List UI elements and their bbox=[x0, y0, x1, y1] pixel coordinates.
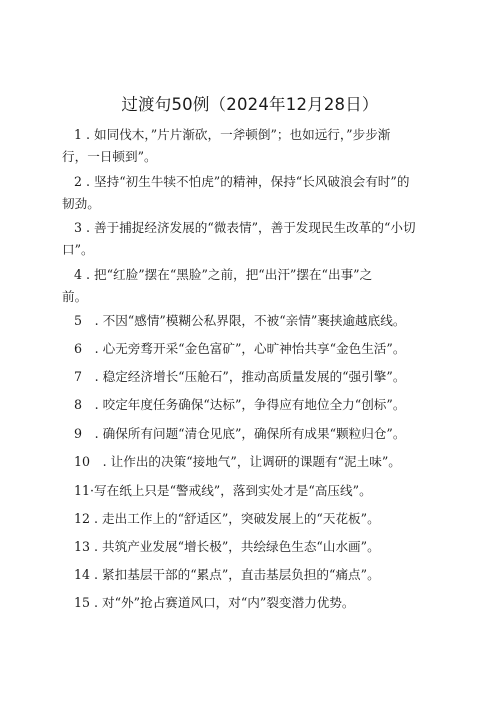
list-item bbox=[62, 124, 452, 168]
list-item bbox=[74, 564, 452, 586]
item-line: 6 . 心无旁骛开采“金色富矿”，心旷神怡共享“金色生活”。 bbox=[74, 341, 406, 356]
item-line-continued: 行，一日顿到”。 bbox=[62, 149, 157, 164]
item-line: 8 . 咬定年度任务确保“达标”，争得应有地位全力“创标”。 bbox=[74, 397, 406, 412]
item-line: 15 . 对“外”抢占赛道风口，对“内”裂变潜力优势。 bbox=[74, 595, 355, 610]
item-line: 14 . 紧扣基层干部的“累点”，直击基层负担的“痛点”。 bbox=[74, 567, 380, 582]
list-item bbox=[74, 508, 452, 530]
item-line: 4 . 把“红脸”摆在“黑脸”之前，把“出汗”摆在“出事”之 bbox=[74, 267, 373, 282]
item-line: 2 . 坚持“初生牛犊不怕虎”的精神，保持“长风破浪会有时”的 bbox=[74, 174, 410, 189]
list-item bbox=[74, 451, 452, 473]
list-item bbox=[74, 394, 452, 416]
list-item bbox=[74, 592, 452, 614]
item-line: 3 . 善于捕捉经济发展的“微表情”，善于发现民生改革的“小切 bbox=[74, 220, 416, 235]
item-line: 7 . 稳定经济增长“压舱石”，推动高质量发展的“强引擎”。 bbox=[74, 369, 406, 384]
item-line-continued: 前。 bbox=[62, 289, 88, 304]
list-item bbox=[74, 480, 452, 502]
list-item bbox=[74, 338, 452, 360]
document-title: 过渡句50例（2024年12月28日） bbox=[121, 95, 379, 114]
item-line: 1 . 如同伐木，”片片渐砍，一斧顿倒”；也如远行，”步步渐 bbox=[74, 127, 391, 142]
item-line-continued: 口”。 bbox=[62, 242, 94, 257]
item-line: 12 . 走出工作上的“舒适区”，突破发展上的“天花板”。 bbox=[74, 511, 380, 526]
item-line: 13 . 共筑产业发展“增长极”，共绘绿色生态“山水画”。 bbox=[74, 539, 380, 554]
item-line: 5 . 不因“感情”模糊公私界限，不被“亲情”裹挟逾越底线。 bbox=[74, 313, 406, 328]
list-item bbox=[74, 366, 452, 388]
list-item bbox=[62, 264, 452, 308]
list-item bbox=[62, 171, 452, 215]
item-line: 10 . 让作出的决策“接地气”，让调研的课题有“泥土味”。 bbox=[74, 454, 401, 469]
item-line: 11·写在纸上只是“警戒线”，落到实处才是“高压线”。 bbox=[74, 483, 372, 498]
list-item bbox=[74, 310, 452, 332]
item-line-continued: 韧劲。 bbox=[62, 196, 100, 211]
item-line: 9 . 确保所有问题“清仓见底”，确保所有成果“颗粒归仓”。 bbox=[74, 426, 406, 441]
list-item bbox=[74, 423, 452, 445]
list-item bbox=[62, 217, 452, 261]
list-item bbox=[74, 536, 452, 558]
